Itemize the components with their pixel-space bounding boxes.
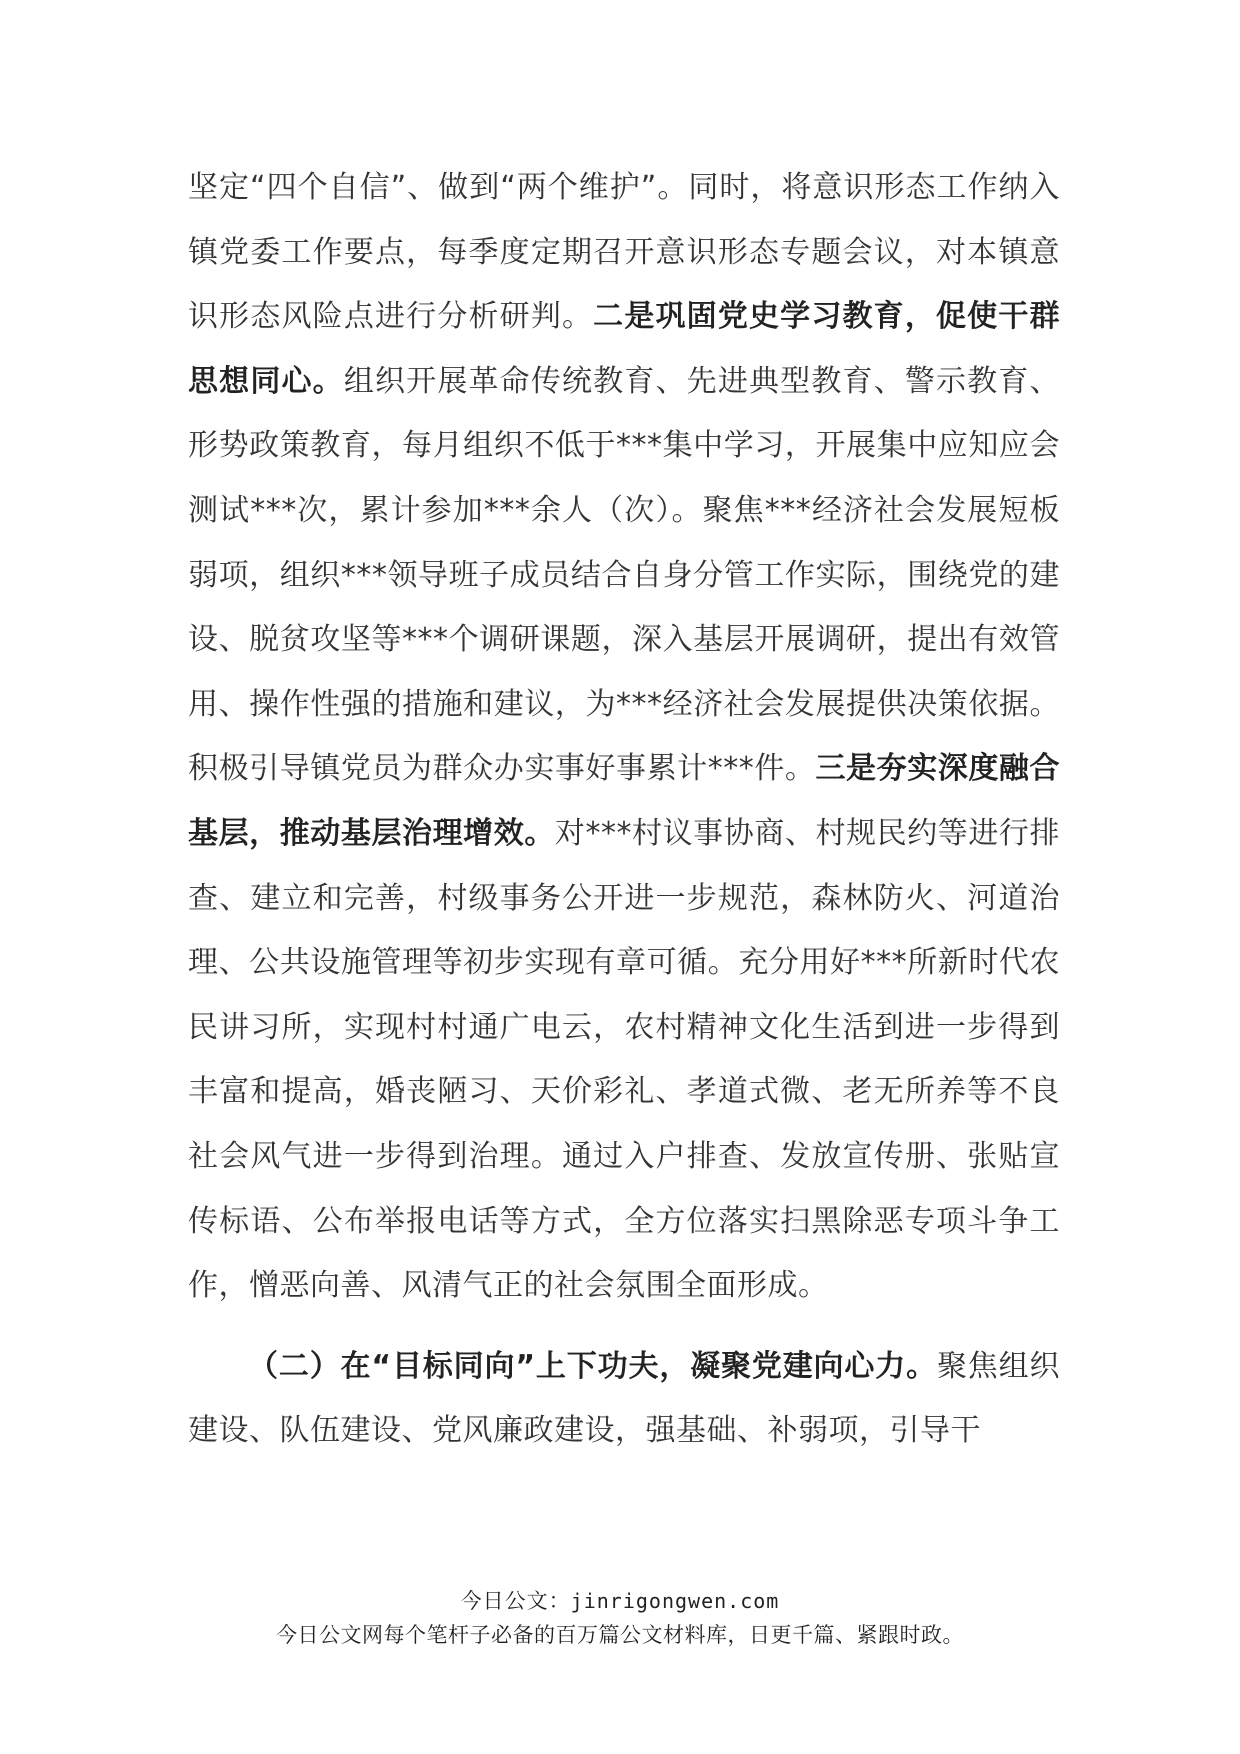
body-text: 组织开展革命传统教育、先进典型教育、警示教育、形势政策教育，每月组织不低于***集中学习，开展集中应知应会测试***次，累计参加***余人（次）。聚焦***经济社会发展短板弱项，组织***领导班子成员结合自身分管工作实际，围绕党的建设、脱贫攻坚等***个调研课题，深入基层开展调研，提出有效管用、操作性强的措施和建议，为***经济社会发展提供决策依据。积极引导镇党员为群众办实事好事累计***件。: [188, 363, 1061, 787]
body-text: 坚定“四个自信”、做到“两个维护”。同时，将意识形态工作纳入镇党委工作要点，每季度定期召开意识形态专题会议，对本镇意识形态风险点进行分析研判。: [188, 170, 1060, 335]
body-text: 对***村议事协商、村规民约等进行排查、建立和完善，村级事务公开进一步规范，森林防火、河道治理、公共设施管理等初步实现有章可循。充分用好***所新时代农民讲习所，实现村村通广电云，农村精神文化生活到进一步得到丰富和提高，婚丧陋习、天价彩礼、孝道式微、老无所养等不良社会风气进一步得到治理。通过入户排查、发放宣传册、张贴宣传标语、公布举报电话等方式，全方位落实扫黑除恶专项斗争工作，憎恶向善、风清气正的社会氛围全面形成。: [188, 815, 1061, 1304]
document-body: [188, 156, 1060, 1464]
bold-heading-third-point: 三是夯实深度融合基层，推动基层治理增效。: [188, 751, 1061, 851]
footer-site-line: [0, 1584, 1240, 1618]
page-footer: [0, 1584, 1240, 1652]
footer-slogan: 今日公文网每个笔杆子必备的百万篇公文材料库，日更千篇、紧跟时政。: [276, 1623, 964, 1647]
paragraph-section-two: [188, 1335, 1060, 1464]
footer-site-url[interactable]: jinrigongwen.com: [570, 1589, 780, 1613]
bold-heading-second-point: 二是巩固党史学习教育，促使干群思想同心。: [188, 299, 1061, 399]
section-heading: （二）在“目标同向”上下功夫，凝聚党建向心力。: [248, 1348, 937, 1384]
body-text: 聚焦组织建设、队伍建设、党风廉政建设，强基础、补弱项，引导干: [188, 1348, 1060, 1449]
footer-site-label: 今日公文：: [460, 1589, 571, 1613]
paragraph-continued: [188, 156, 1060, 1319]
